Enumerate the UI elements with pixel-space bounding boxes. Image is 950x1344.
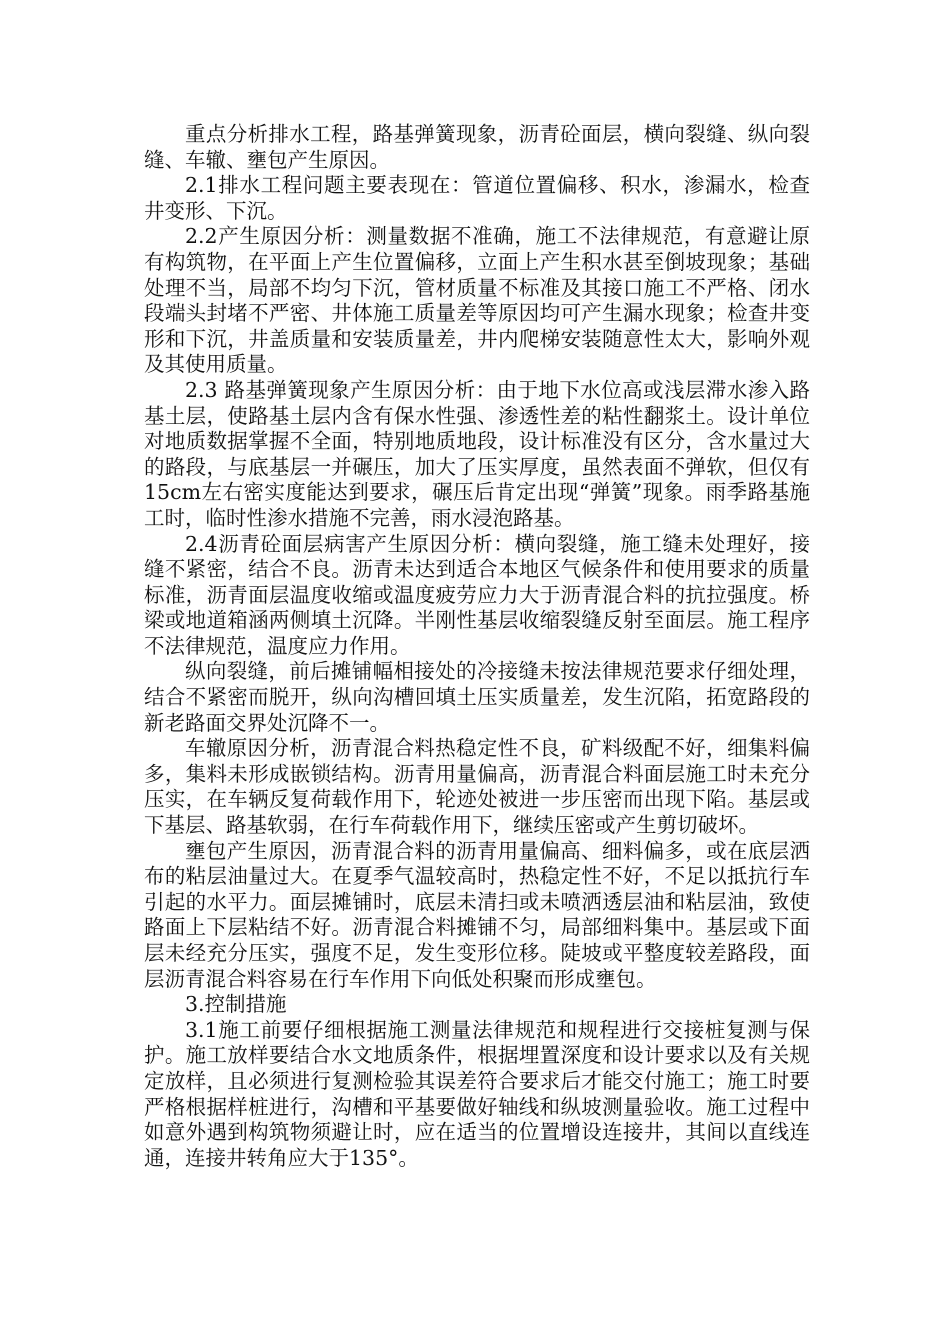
document-body xyxy=(144,122,810,1171)
paragraph-bulging: 壅包产生原因，沥青混合料的沥青用量偏高、细料偏多，或在底层洒布的粘层油量过大。在夏季气温较高时，热稳定性不好，不足以抵抗行车引起的水平力。面层摊铺时，底层未清扫或未喷洒透层油和粘层油，致使路面上下层粘结不好。沥青混合料摊铺不匀，局部细料集中。基层或下面层未经充分压实，强度不足，发生变形位移。陡坡或平整度较差路段，面层沥青混合料容易在行车作用下向低处积聚而形成壅包。 xyxy=(144,838,810,991)
paragraph-rutting: 车辙原因分析，沥青混合料热稳定性不良，矿料级配不好，细集料偏多，集料未形成嵌锁结构。沥青用量偏高，沥青混合料面层施工时未充分压实，在车辆反复荷载作用下，轮迹处被进一步压密而出现下陷。基层或下基层、路基软弱，在行车荷载作用下，继续压密或产生剪切破坏。 xyxy=(144,736,810,838)
paragraph-longitudinal-cracks: 纵向裂缝，前后摊铺幅相接处的冷接缝未按法律规范要求仔细处理，结合不紧密而脱开，纵向沟槽回填土压实质量差，发生沉陷，拓宽路段的新老路面交界处沉降不一。 xyxy=(144,659,810,735)
paragraph-2-2: 2.2产生原因分析：测量数据不准确，施工不法律规范，有意避让原有构筑物，在平面上产生位置偏移，立面上产生积水甚至倒坡现象；基础处理不当，局部不均匀下沉，管材质量不标准及其接口施工不严格、闭水段端头封堵不严密、井体施工质量差等原因均可产生漏水现象；检查井变形和下沉，井盖质量和安装质量差，井内爬梯安装随意性太大，影响外观及其使用质量。 xyxy=(144,224,810,377)
paragraph-2-4: 2.4沥青砼面层病害产生原因分析：横向裂缝，施工缝未处理好，接缝不紧密，结合不良。沥青未达到适合本地区气候条件和使用要求的质量标准，沥青面层温度收缩或温度疲劳应力大于沥青混合料的抗拉强度。桥梁或地道箱涵两侧填土沉降。半刚性基层收缩裂缝反射至面层。施工程序不法律规范，温度应力作用。 xyxy=(144,531,810,658)
paragraph-2-1: 2.1排水工程问题主要表现在：管道位置偏移、积水，渗漏水，检查井变形、下沉。 xyxy=(144,173,810,223)
section-heading-control-measures: 3.控制措施 xyxy=(185,992,287,1017)
paragraph-intro: 重点分析排水工程，路基弹簧现象，沥青砼面层，横向裂缝、纵向裂缝、车辙、壅包产生原因。 xyxy=(144,122,810,172)
paragraph-2-3: 2.3 路基弹簧现象产生原因分析：由于地下水位高或浅层滞水渗入路基土层，使路基土层内含有保水性强、渗透性差的粘性翻浆土。设计单位对地质数据掌握不全面，特别地质地段，设计标准没有区分，含水量过大的路段，与底基层一并碾压，加大了压实厚度，虽然表面不弹软，但仅有15cm左右密实度能达到要求，碾压后肯定出现“弹簧”现象。雨季路基施工时，临时性渗水措施不完善，雨水浸泡路基。 xyxy=(144,377,810,530)
paragraph-3-1: 3.1施工前要仔细根据施工测量法律规范和规程进行交接桩复测与保护。施工放样要结合水文地质条件，根据埋置深度和设计要求以及有关规定放样，且必须进行复测检验其误差符合要求后才能交付施工；施工时要严格根据样桩进行，沟槽和平基要做好轴线和纵坡测量验收。施工过程中如意外遇到构筑物须避让时，应在适当的位置增设连接井，其间以直线连通，连接井转角应大于135°。 xyxy=(144,1017,810,1170)
